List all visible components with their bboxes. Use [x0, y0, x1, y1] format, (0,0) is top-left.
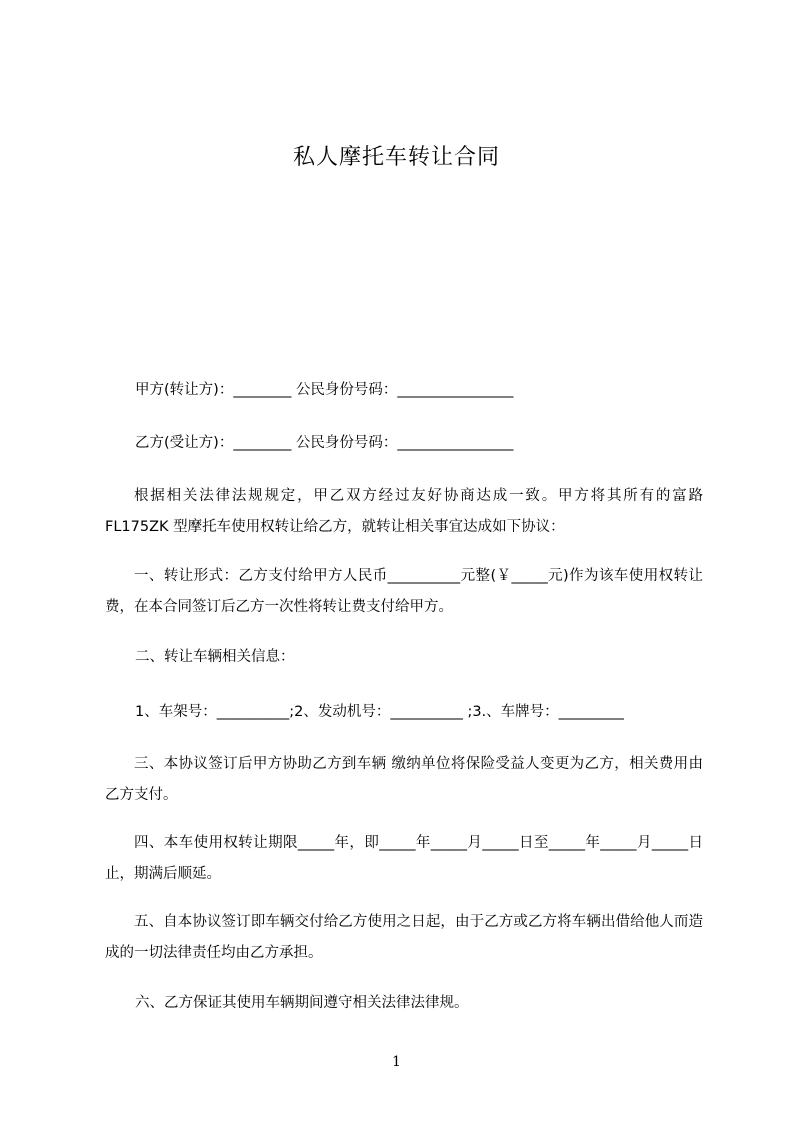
clause-2-heading — [105, 642, 705, 673]
clause-5-paragraph: 五、自本协议签订即车辆交付给乙方使用之日起，由于乙方或乙方将车辆出借给他人而造成的一切法律责任均由乙方承担。 — [105, 914, 703, 961]
clause-2-text: 二、转让车辆相关信息： — [135, 649, 295, 665]
party-a-text: 甲方(转让方)：________ 公民身份号码：________________ — [135, 382, 514, 398]
clause-6-text: 六、乙方保证其使用车辆期间遵守相关法律法律规。 — [135, 995, 469, 1011]
document-title: 私人摩托车转让合同 — [292, 145, 500, 170]
party-b-text: 乙方(受让方)：________ 公民身份号码：________________ — [135, 435, 514, 451]
clause-6-line — [105, 988, 705, 1019]
party-a-line — [105, 375, 705, 406]
intro-paragraph: 根据相关法律法规规定，甲乙双方经过友好协商达成一致。甲方将其所有的富路FL175ZK 型摩托车使用权转让给乙方，就转让相关事宜达成如下协议： — [105, 488, 703, 535]
clause-4-paragraph: 四、本车使用权转让期限_____年，即_____年_____月_____日至_____年_____月_____日止，期满后顺延。 — [105, 835, 703, 882]
clause-3-paragraph: 三、本协议签订后甲方协助乙方到车辆 缴纳单位将保险受益人变更为乙方，相关费用由乙方支付。 — [105, 756, 703, 803]
clause-2-items-line — [105, 697, 705, 728]
party-b-line — [105, 428, 705, 459]
clause-1-paragraph: 一、转让形式：乙方支付给甲方人民币__________元整(￥_____元)作为该车使用权转让费，在本合同签订后乙方一次性将转让费支付给甲方。 — [105, 568, 703, 615]
clause-2-items-text: 1、车架号：__________;2、发动机号：__________ ;3.、车牌号：_________ — [135, 704, 624, 720]
page-number: 1 — [392, 1054, 401, 1070]
